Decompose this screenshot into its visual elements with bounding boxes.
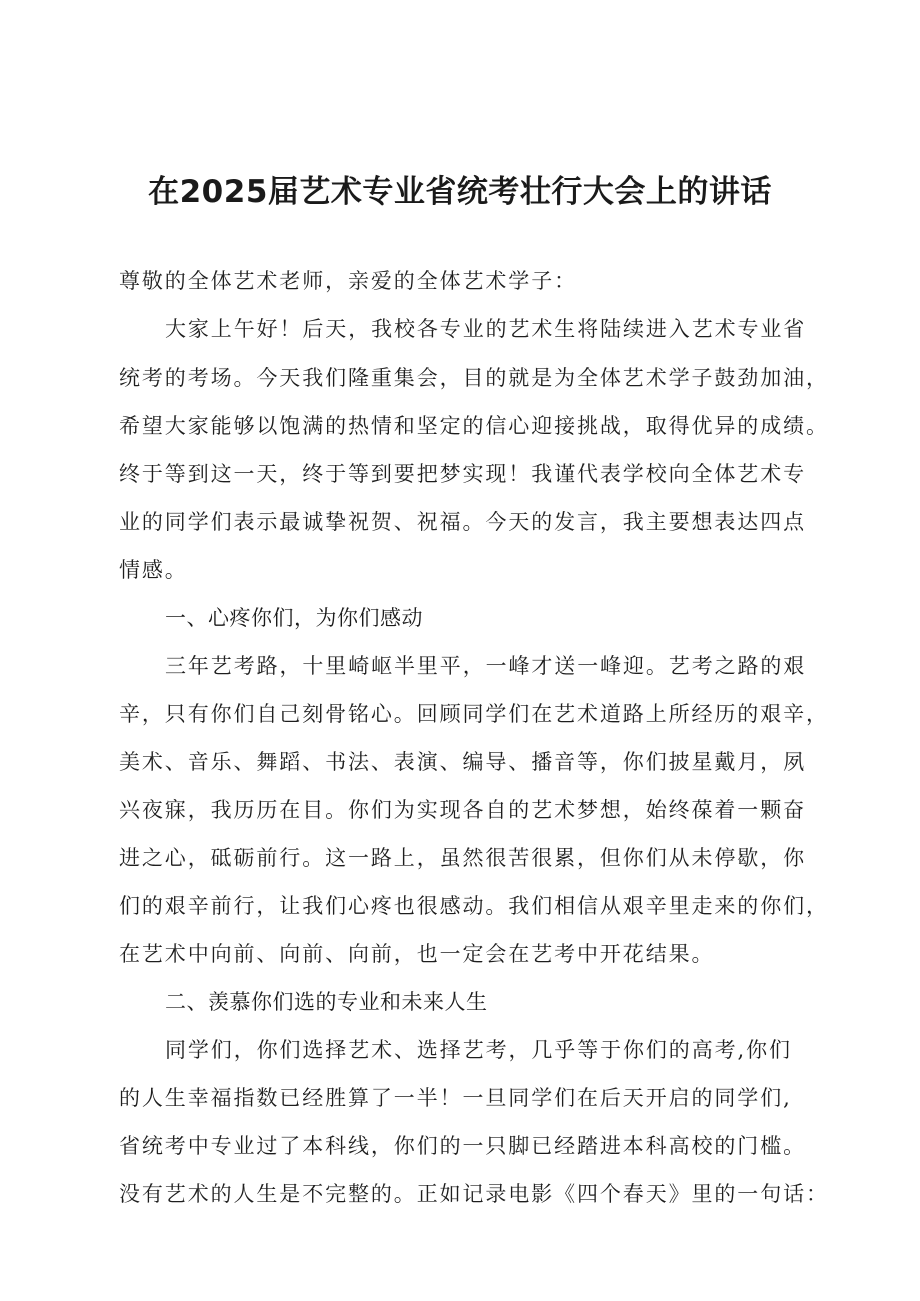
section-heading-1: 一、心疼你们，为你们感动 — [165, 606, 423, 630]
section1-line: 们的艰辛前行，让我们心疼也很感动。我们相信从艰辛里走来的你们， — [119, 894, 829, 918]
section1-line: 三年艺考路，十里崎岖半里平，一峰才送一峰迎。艺考之路的艰 — [165, 654, 807, 678]
salutation: 尊敬的全体艺术老师，亲爱的全体艺术学子： — [119, 269, 577, 293]
section-heading-2: 二、羡慕你们选的专业和未来人生 — [165, 990, 488, 1014]
section2-line: 的人生幸福指数已经胜算了一半！一旦同学们在后天开启的同学们, — [119, 1086, 792, 1110]
intro-line: 统考的考场。今天我们隆重集会，目的就是为全体艺术学子鼓劲加油， — [119, 366, 829, 390]
intro-line: 希望大家能够以饱满的热情和坚定的信心迎接挑战，取得优异的成绩。 — [119, 414, 829, 438]
section1-line: 兴夜寐，我历历在目。你们为实现各自的艺术梦想，始终葆着一颗奋 — [119, 798, 806, 822]
intro-line: 业的同学们表示最诚挚祝贺、祝福。今天的发言，我主要想表达四点 — [119, 510, 806, 534]
section1-line: 进之心，砥砺前行。这一路上，虽然很苦很累，但你们从未停歇，你 — [119, 846, 806, 870]
section2-line: 没有艺术的人生是不完整的。正如记录电影《四个春天》里的一句话： — [119, 1182, 829, 1206]
section1-line: 美术、音乐、舞蹈、书法、表演、编导、播音等，你们披星戴月，夙 — [119, 750, 806, 774]
section1-line: 辛，只有你们自己刻骨铭心。回顾同学们在艺术道路上所经历的艰辛， — [119, 702, 829, 726]
intro-line: 大家上午好！后天，我校各专业的艺术生将陆续进入艺术专业省 — [165, 317, 807, 341]
section2-line: 省统考中专业过了本科线，你们的一只脚已经踏进本科高校的门槛。 — [119, 1134, 806, 1158]
section1-line: 在艺术中向前、向前、向前，也一定会在艺考中开花结果。 — [119, 942, 715, 966]
intro-line: 情感。 — [119, 558, 188, 582]
document-title: 在2025届艺术专业省统考壮行大会上的讲话 — [148, 174, 772, 210]
section2-line: 同学们，你们选择艺术、选择艺考，几乎等于你们的高考,你们 — [165, 1038, 792, 1062]
intro-line: 终于等到这一天，终于等到要把梦实现！我谨代表学校向全体艺术专 — [119, 462, 806, 486]
